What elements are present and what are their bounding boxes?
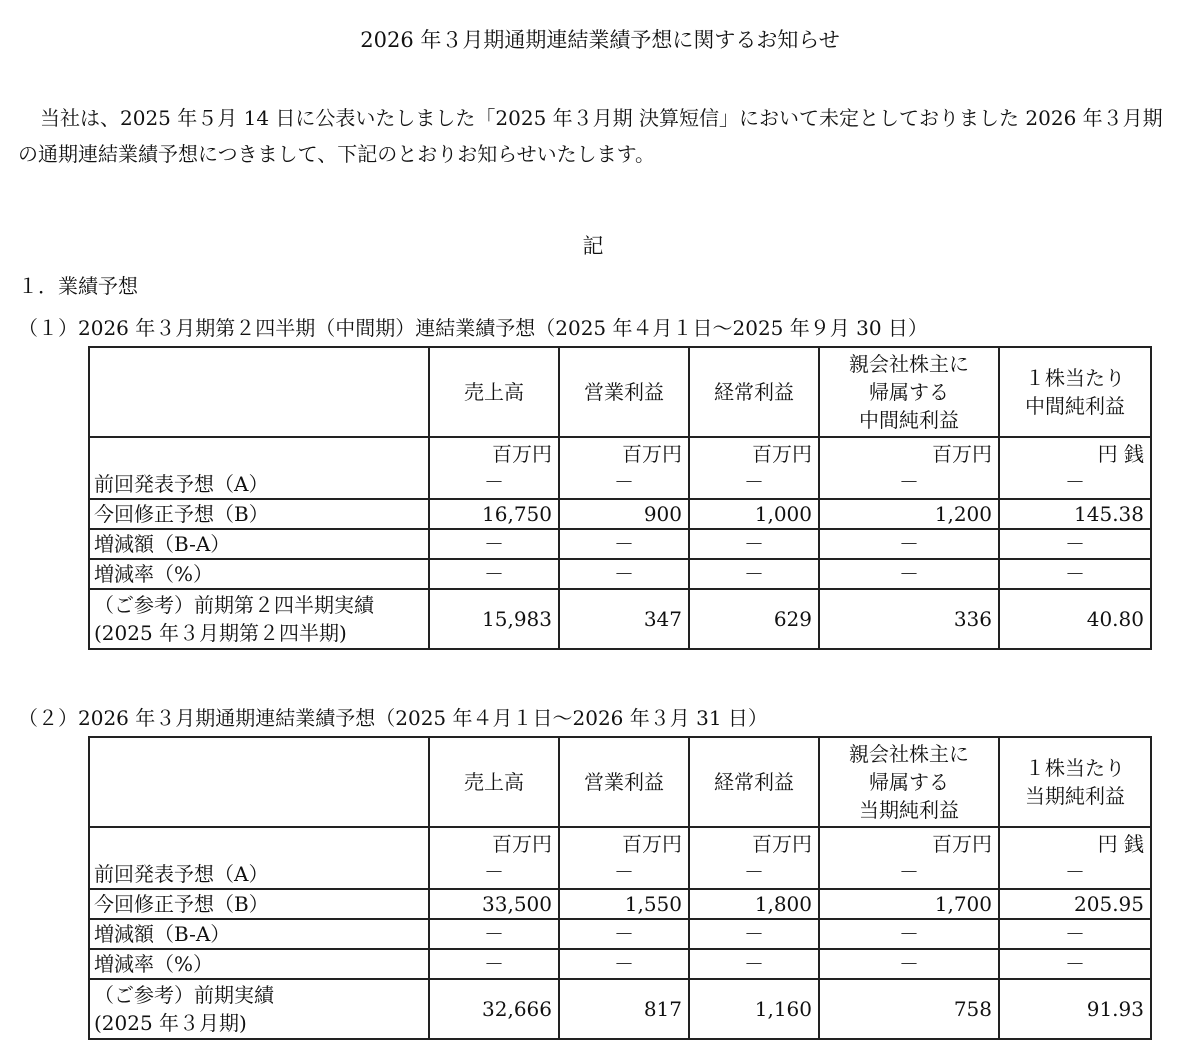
value-cell: 145.38 xyxy=(999,499,1151,529)
header-ordinary-profit: 経常利益 xyxy=(689,347,819,437)
unit-cell xyxy=(999,827,1151,889)
value-cell: － xyxy=(429,559,559,589)
value-cell: － xyxy=(744,860,764,884)
table-row xyxy=(89,919,1151,949)
value-cell: － xyxy=(899,470,919,494)
ki-heading: 記 xyxy=(582,234,604,258)
unit-cell xyxy=(689,827,819,889)
value-cell: － xyxy=(689,919,819,949)
header-row xyxy=(89,737,1151,827)
unit-label: 円 銭 xyxy=(1097,832,1144,856)
header-net-income xyxy=(819,347,999,437)
row-label: 今回修正予想（B） xyxy=(89,499,429,529)
value-cell: 1,160 xyxy=(689,979,819,1039)
unit-label: 百万円 xyxy=(932,442,992,466)
value-cell: 40.80 xyxy=(999,589,1151,649)
header-ordinary-profit: 経常利益 xyxy=(689,737,819,827)
value-cell: － xyxy=(559,919,689,949)
value-cell: － xyxy=(819,949,999,979)
forecast-table-interim xyxy=(88,346,1152,650)
unit-cell xyxy=(999,437,1151,499)
unit-cell xyxy=(559,827,689,889)
unit-cell xyxy=(689,437,819,499)
value-cell: － xyxy=(689,559,819,589)
row-label: 今回修正予想（B） xyxy=(89,889,429,919)
row-label: 増減率（%） xyxy=(89,559,429,589)
unit-cell xyxy=(429,827,559,889)
header-operating-profit: 営業利益 xyxy=(559,347,689,437)
value-cell: 16,750 xyxy=(429,499,559,529)
header-net-income-line2: 帰属する xyxy=(869,770,949,794)
value-cell: － xyxy=(999,949,1151,979)
unit-label: 百万円 xyxy=(622,442,682,466)
unit-label: 百万円 xyxy=(752,442,812,466)
value-cell: － xyxy=(744,470,764,494)
unit-label: 百万円 xyxy=(492,832,552,856)
value-cell: 1,800 xyxy=(689,889,819,919)
header-eps-line2: 中間純利益 xyxy=(1025,394,1125,418)
table1-caption: （１）2026 年３月期第２四半期（中間期）連結業績予想（2025 年４月１日～2025 年９月 30 日） xyxy=(18,316,928,340)
table-row xyxy=(89,559,1151,589)
header-blank xyxy=(89,737,429,827)
header-net-income-line3: 当期純利益 xyxy=(859,798,959,822)
value-cell: － xyxy=(999,559,1151,589)
header-net-income-line1: 親会社株主に xyxy=(849,352,969,376)
header-eps-line2: 当期純利益 xyxy=(1025,784,1125,808)
reference-label xyxy=(89,589,429,649)
header-eps xyxy=(999,347,1151,437)
header-net-income-line3: 中間純利益 xyxy=(859,408,959,432)
value-cell: 758 xyxy=(819,979,999,1039)
unit-label: 百万円 xyxy=(492,442,552,466)
value-cell: 205.95 xyxy=(999,889,1151,919)
row-label: 前回発表予想（A） xyxy=(89,827,429,889)
header-sales: 売上高 xyxy=(429,737,559,827)
row-label: 増減額（B-A） xyxy=(89,529,429,559)
value-cell: 15,983 xyxy=(429,589,559,649)
section-heading: １．業績予想 xyxy=(18,274,138,298)
value-cell: 33,500 xyxy=(429,889,559,919)
value-cell: － xyxy=(999,529,1151,559)
reference-row xyxy=(89,979,1151,1039)
value-cell: 336 xyxy=(819,589,999,649)
value-cell: － xyxy=(559,559,689,589)
header-eps-line1: １株当たり xyxy=(1025,756,1125,780)
table-row xyxy=(89,949,1151,979)
header-eps xyxy=(999,737,1151,827)
value-cell: － xyxy=(614,470,634,494)
unit-cell xyxy=(819,827,999,889)
header-row xyxy=(89,347,1151,437)
table2-caption: （２）2026 年３月期通期連結業績予想（2025 年４月１日～2026 年３月 31 日） xyxy=(18,706,768,730)
header-sales: 売上高 xyxy=(429,347,559,437)
header-net-income-line1: 親会社株主に xyxy=(849,742,969,766)
value-cell: － xyxy=(999,919,1151,949)
value-cell: － xyxy=(689,949,819,979)
row-label: 増減率（%） xyxy=(89,949,429,979)
table-row xyxy=(89,529,1151,559)
reference-label-line2: (2025 年３月期) xyxy=(94,1011,247,1035)
value-cell: － xyxy=(559,529,689,559)
value-cell: － xyxy=(484,860,504,884)
value-cell: 1,200 xyxy=(819,499,999,529)
value-cell: 91.93 xyxy=(999,979,1151,1039)
value-cell: － xyxy=(429,949,559,979)
value-cell: － xyxy=(819,529,999,559)
value-cell: － xyxy=(559,949,689,979)
table-row xyxy=(89,499,1151,529)
header-operating-profit: 営業利益 xyxy=(559,737,689,827)
table-row xyxy=(89,889,1151,919)
value-cell: － xyxy=(819,559,999,589)
value-cell: 900 xyxy=(559,499,689,529)
unit-label: 円 銭 xyxy=(1097,442,1144,466)
reference-row xyxy=(89,589,1151,649)
document-title: 2026 年３月期通期連結業績予想に関するお知らせ xyxy=(360,28,840,52)
value-cell: 1,550 xyxy=(559,889,689,919)
row-label: 前回発表予想（A） xyxy=(89,437,429,499)
header-net-income xyxy=(819,737,999,827)
value-cell: 1,000 xyxy=(689,499,819,529)
value-cell: － xyxy=(614,860,634,884)
value-cell: － xyxy=(689,529,819,559)
row-label: 増減額（B-A） xyxy=(89,919,429,949)
header-blank xyxy=(89,347,429,437)
value-cell: － xyxy=(484,470,504,494)
value-cell: 1,700 xyxy=(819,889,999,919)
value-cell: 817 xyxy=(559,979,689,1039)
unit-label: 百万円 xyxy=(622,832,682,856)
header-eps-line1: １株当たり xyxy=(1025,366,1125,390)
unit-label: 百万円 xyxy=(752,832,812,856)
unit-label: 百万円 xyxy=(932,832,992,856)
table-row xyxy=(89,437,1151,499)
intro-paragraph: 当社は、2025 年５月 14 日に公表いたしました「2025 年３月期 決算短信」において未定としておりました 2026 年３月期の通期連結業績予想につきまして、下記のとおりお知らせいたします。 xyxy=(18,106,1163,166)
value-cell: 347 xyxy=(559,589,689,649)
value-cell: － xyxy=(1065,860,1085,884)
table-row xyxy=(89,827,1151,889)
value-cell: － xyxy=(429,529,559,559)
unit-cell xyxy=(819,437,999,499)
value-cell: － xyxy=(899,860,919,884)
forecast-table-full-year xyxy=(88,736,1152,1040)
reference-label-line1: （ご参考）前期実績 xyxy=(94,983,274,1007)
reference-label xyxy=(89,979,429,1039)
value-cell: 629 xyxy=(689,589,819,649)
reference-label-line2: (2025 年３月期第２四半期) xyxy=(94,621,347,645)
unit-cell xyxy=(429,437,559,499)
reference-label-line1: （ご参考）前期第２四半期実績 xyxy=(94,593,374,617)
header-net-income-line2: 帰属する xyxy=(869,380,949,404)
value-cell: － xyxy=(429,919,559,949)
value-cell: － xyxy=(1065,470,1085,494)
value-cell: － xyxy=(819,919,999,949)
value-cell: 32,666 xyxy=(429,979,559,1039)
unit-cell xyxy=(559,437,689,499)
